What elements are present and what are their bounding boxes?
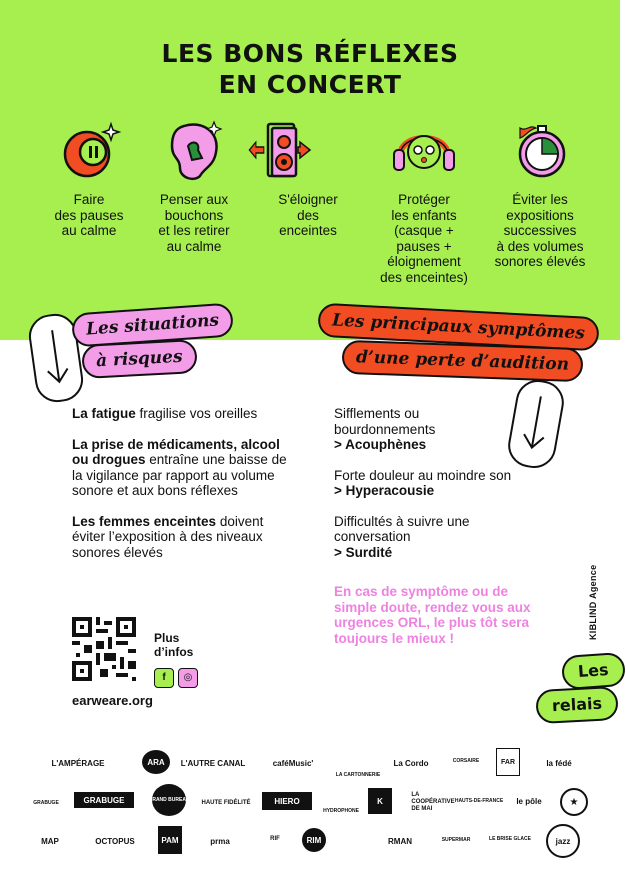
website-link[interactable]: earweare.org: [72, 693, 153, 708]
partner-logos: [24, 744, 596, 862]
partner-logo: le pôle: [516, 796, 542, 806]
partner-logo: L'AMPÉRAGE: [51, 758, 105, 768]
symptom-text: Forte douleur au moindre son: [334, 467, 512, 483]
partner-logo: caféMusic': [272, 758, 314, 768]
symptom-text: Difficultés à suivre une conversation: [334, 513, 470, 544]
partner-logo: HIERO: [262, 792, 312, 810]
risk-item-bold: La fatigue: [72, 406, 136, 421]
arrow-down-icon: [507, 379, 565, 469]
symptom-item: [334, 514, 514, 561]
risk-item: [72, 406, 288, 422]
tip-enfants: [364, 118, 484, 285]
partner-logo: LA COOPÉRATIVE DE MAI: [411, 791, 455, 812]
symptom-result: > Acouphènes: [334, 437, 427, 452]
partner-logo: RIM: [302, 828, 326, 852]
title-line-1: LES BONS RÉFLEXES: [161, 39, 459, 68]
page-title: [0, 38, 620, 100]
pause-clock-icon: [57, 118, 121, 182]
partner-logo: L'AUTRE CANAL: [180, 758, 246, 768]
symptoms-list: [334, 406, 514, 575]
partner-logo: jazz: [546, 824, 580, 858]
risks-tag-line-2: à risques: [81, 339, 197, 379]
partner-logo: HAUTS-DE-FRANCE: [454, 798, 504, 804]
agency-credit: KIBLIND Agence: [588, 564, 598, 640]
risk-item-text: entraîne une baisse de la vigilance par rapport au volume sonore et aux bons réflexes: [72, 452, 287, 498]
symptom-item: [334, 406, 514, 453]
risks-list: [72, 406, 288, 575]
partner-logo: GRABUGE: [74, 792, 134, 808]
partner-logo: SUPERMAR: [441, 837, 471, 843]
tip-label: Penser aux bouchons et les retirer au calme: [158, 192, 230, 254]
partner-logo: prma: [210, 836, 230, 846]
risk-item-text: doivent éviter l’exposition à des niveaux sonores élevés: [72, 513, 264, 560]
partner-logo: MAP: [41, 836, 59, 846]
infos-text: d’infos: [154, 645, 194, 659]
partner-logo: ★: [560, 788, 588, 816]
partner-logo: la fédé: [546, 758, 572, 768]
risk-item-text: fragilise vos oreilles: [135, 406, 258, 421]
stopwatch-icon: [508, 118, 572, 182]
relais-tag-line-1: Les: [561, 652, 626, 690]
partner-logo: PAM: [158, 826, 182, 854]
partner-logo: HYDROPHONE: [323, 808, 359, 814]
relais-tag-line-2: relais: [535, 686, 619, 724]
partner-logo: K: [368, 788, 392, 814]
title-line-2: EN CONCERT: [218, 70, 402, 99]
symptoms-arrow-pill: [505, 377, 568, 472]
symptom-result: > Surdité: [334, 544, 393, 560]
instagram-icon[interactable]: ◎: [178, 668, 198, 688]
partner-logo: FAR: [496, 748, 520, 776]
symptom-text: Sifflements ou bourdonnements: [334, 406, 436, 437]
partner-logo: GRAND BUREAU: [152, 784, 186, 816]
headphones-child-icon: [392, 118, 456, 182]
partner-logo: GRABUGE: [33, 800, 59, 806]
partner-logo: OCTOPUS: [95, 836, 135, 846]
risk-item-bold: La prise de médicaments, alcool ou drogues: [72, 436, 280, 467]
partner-logo: RIF: [270, 836, 280, 842]
facebook-icon[interactable]: f: [154, 668, 174, 688]
tip-expositions: [480, 118, 600, 270]
partner-logo: LE BRISE GLACE: [489, 836, 531, 842]
symptom-result: > Hyperacousie: [334, 483, 435, 498]
partner-logo: RMAN: [388, 836, 412, 846]
symptoms-tag-line-2: d’une perte d’audition: [341, 340, 583, 382]
more-info-label: [154, 631, 193, 659]
tip-enceintes: [248, 118, 368, 239]
speaker-icon: [232, 118, 328, 182]
partner-logo: ARA: [142, 750, 170, 774]
symptoms-tag-line-1: Les principaux symptômes: [317, 303, 599, 352]
symptoms-advice: En cas de symptôme ou de simple doute, rendez vous aux urgences ORL, le plus tôt sera toujours le mieux !: [334, 584, 531, 646]
risk-item-bold: Les femmes enceintes: [72, 513, 217, 529]
tip-label: Faire des pauses au calme: [54, 192, 124, 238]
partner-logo: HAUTE FIDÉLITÉ: [201, 800, 251, 806]
partner-logo: LA CARTONNERIE: [335, 772, 381, 778]
risks-tag-line-1: Les situations: [71, 302, 234, 347]
risk-item: [72, 514, 288, 561]
tip-pauses: [29, 118, 149, 239]
tip-label: S'éloigner des enceintes: [278, 192, 338, 238]
ear-plug-icon: [162, 118, 226, 182]
partner-logo: La Cordo: [393, 758, 429, 768]
risk-item: [72, 437, 288, 499]
tip-label: Protéger les enfants (casque + pauses + éloignement des enceintes): [380, 192, 468, 285]
plus-text: Plus: [154, 631, 180, 645]
symptom-item: [334, 468, 514, 499]
qr-code[interactable]: [72, 617, 136, 681]
tip-label: Éviter les expositions successives à des volumes sonores élevés: [494, 192, 586, 269]
partner-logo: CORSAIRE: [452, 758, 480, 764]
